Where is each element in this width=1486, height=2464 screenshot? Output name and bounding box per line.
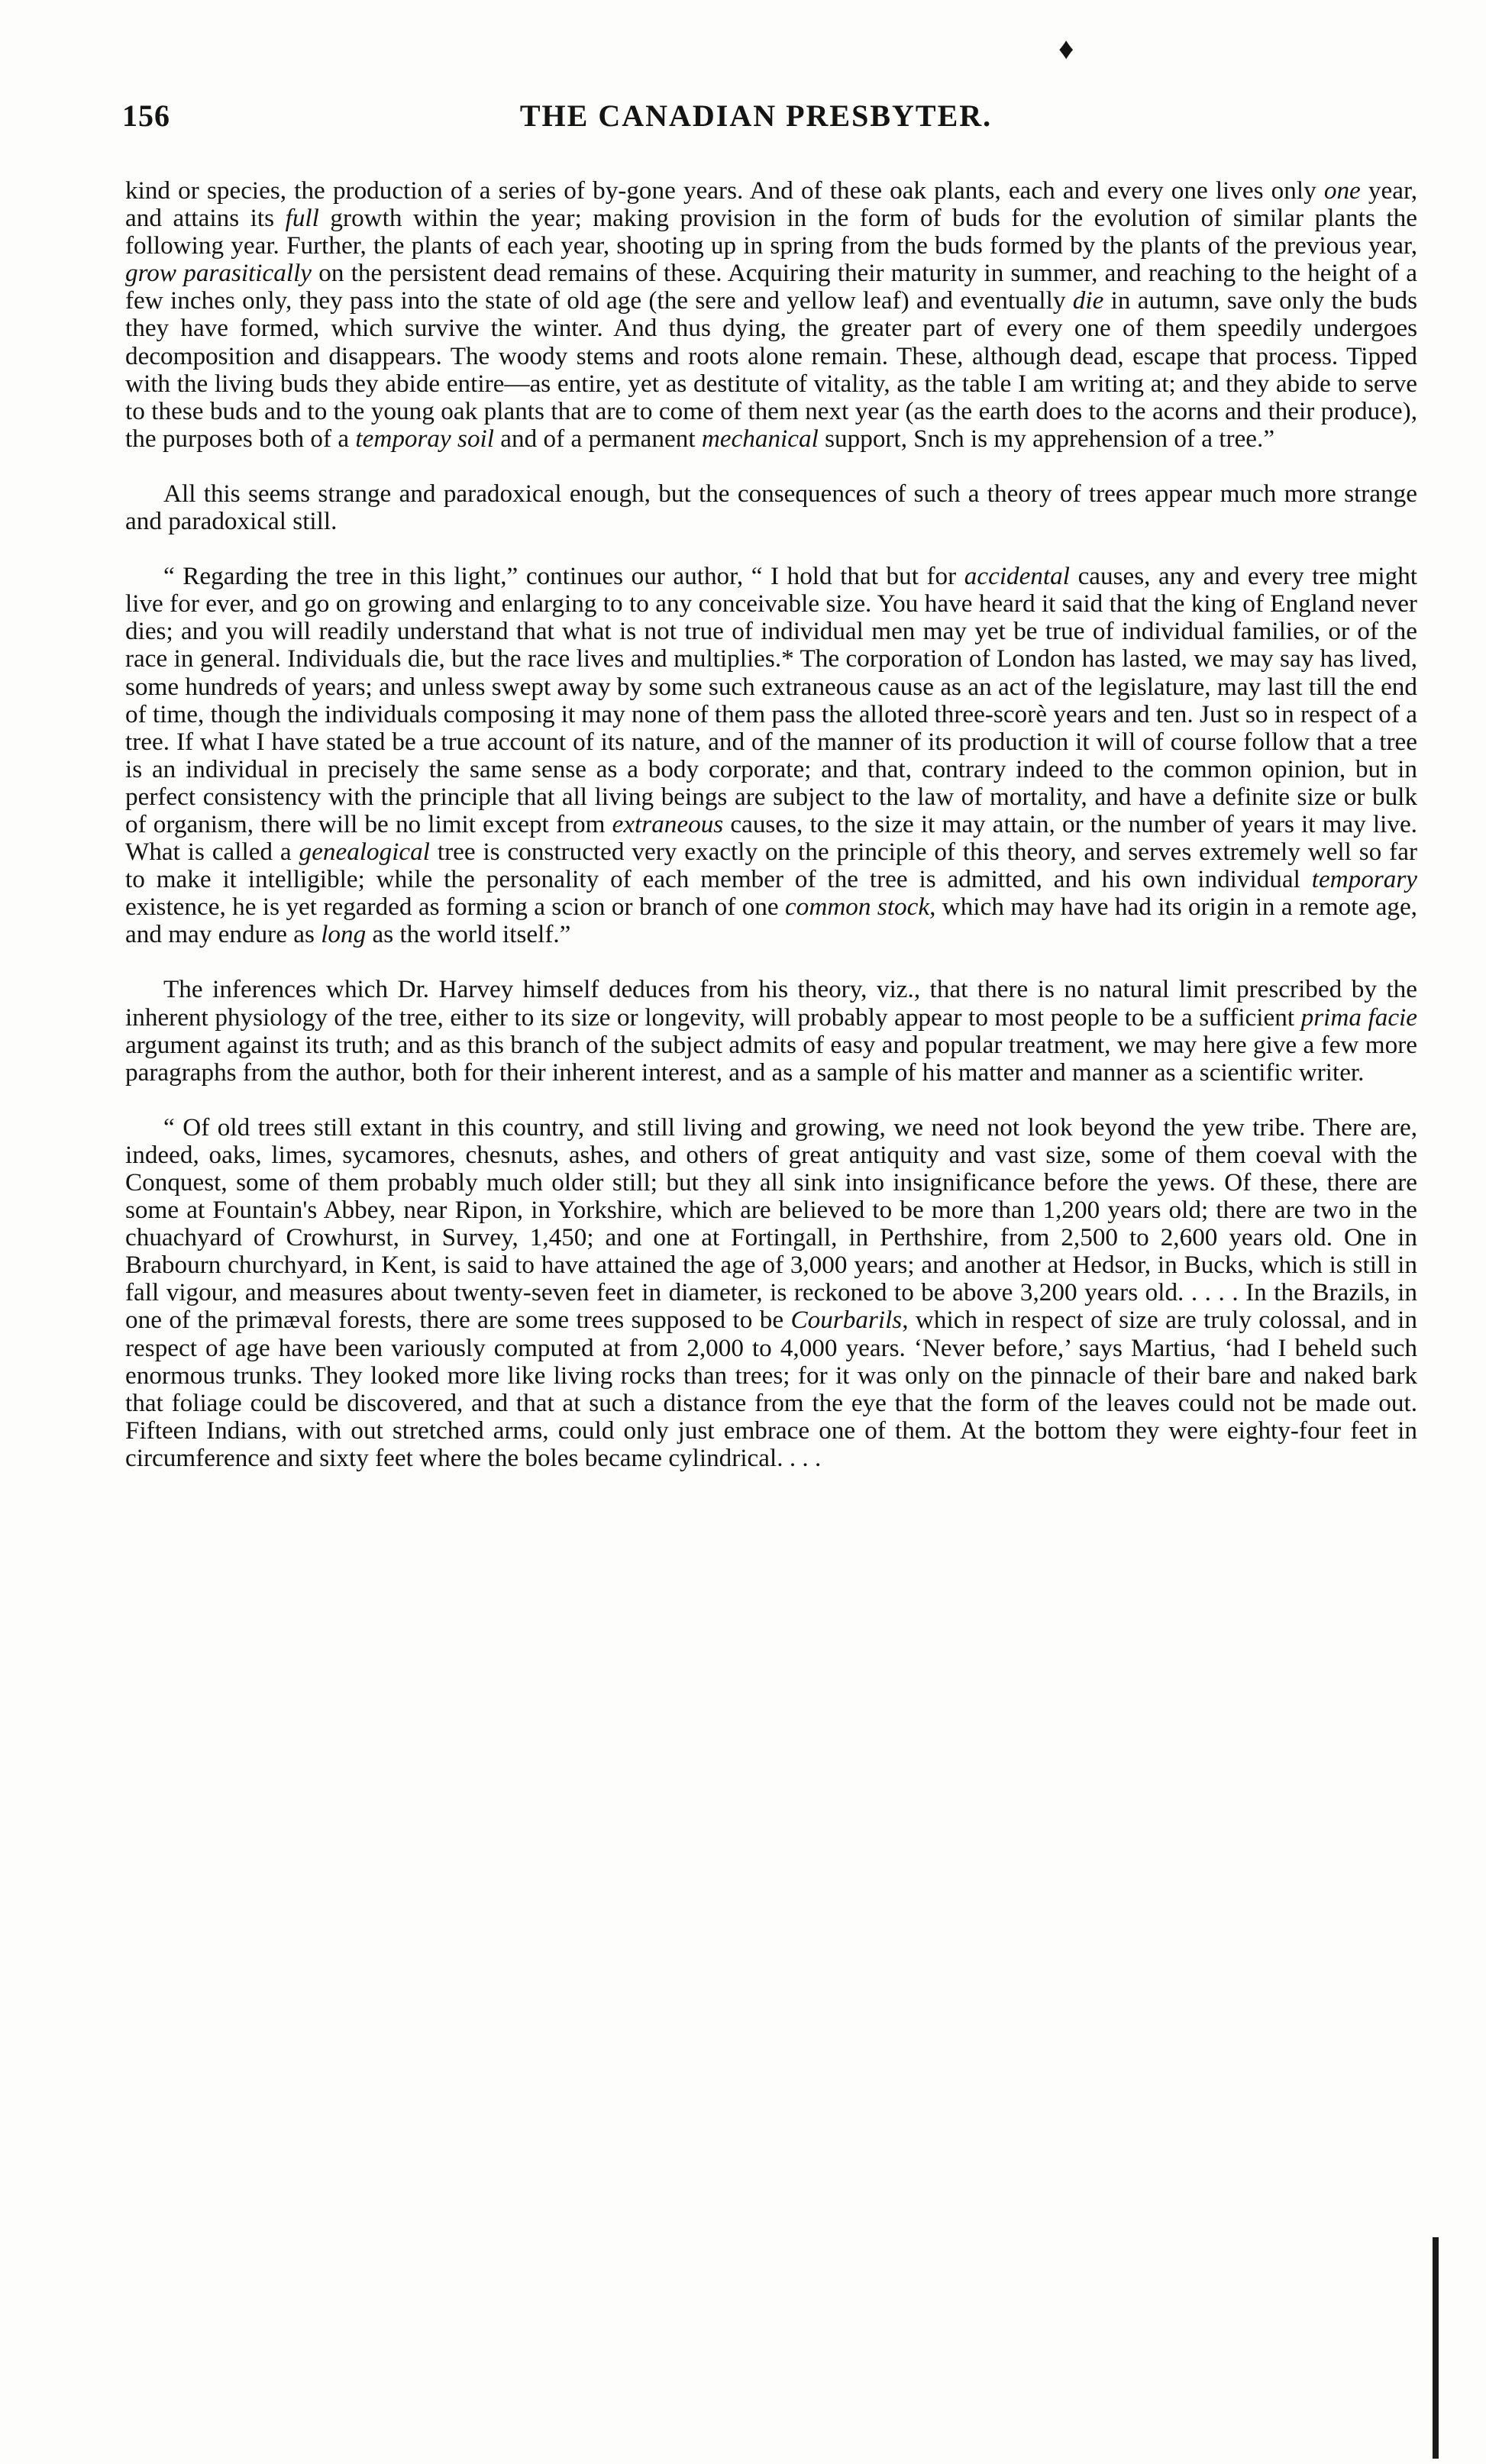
italic-run: long xyxy=(321,920,367,949)
italic-run: full xyxy=(285,204,319,233)
italic-run: temporay soil xyxy=(355,424,494,453)
text-run: as the world itself.” xyxy=(366,920,571,949)
text-run: All this seems strange and paradoxical enough, but the consequences of such a theory of trees appear much more strange and paradoxical still. xyxy=(125,479,1417,536)
top-margin-mark: ♦ xyxy=(1058,31,1074,66)
italic-run: die xyxy=(1072,286,1104,315)
text-run: causes, to the size it may attain, or the number of years it may live. What is called a xyxy=(125,809,1417,867)
italic-run: common stock xyxy=(785,893,930,922)
text-run: growth within the year; making provision in the form of buds for the evolution of similar plants the following year. Further, the plants of each year, shooting up in spring from the buds formed by the plants of the previous year, xyxy=(125,204,1417,260)
paragraph-2 xyxy=(125,480,1417,535)
paragraph-5 xyxy=(125,1114,1417,1472)
text-run: in autumn, save only the buds they have formed, which survive the winter. And thus dying, the greater part of every one of them speedily undergoes decomposition and disappears. The woody stems and roots alone remain. These, although dead, escape that process. Tipped with the living buds they abide entire—as entire, yet as destitute of vitality, as the table I am writing at; and they abide to serve to these buds and to the young oak plants that are to come of them next year (as the earth does to the acorns and their produce), the purposes both of a xyxy=(125,286,1417,453)
text-run: “ Of old trees still extant in this country, and still living and growing, we need not look beyond the yew tribe. There are, indeed, oaks, limes, sycamores, chesnuts, ashes, and others of great antiquity and vast size, some of them coeval with the Conquest, some of them probably much older still; but they all sink into insignificance before the yews. Of these, there are some at Fountain's Abbey, near Ripon, in Yorkshire, which are believed to be more than 1,200 years old; there are two in the chuachyard of Crowhurst, in Survey, 1,450; and one at Fortingall, in Perthshire, from 2,500 to 2,600 years old. One in Brabourn churchyard, in Kent, is said to have attained the age of 3,000 years; and another at Hedsor, in Bucks, which is still in fall vigour, and measures about twenty-seven feet in diameter, is reckoned to be above 3,200 years old. . . . . In the Brazils, in one of the primæval forests, there are some trees supposed to be xyxy=(125,1113,1417,1335)
paragraph-1 xyxy=(125,177,1417,453)
page-edge-shadow xyxy=(1433,2237,1439,2459)
text-run: support, Snch is my apprehension of a tree.” xyxy=(818,424,1275,453)
italic-run: one xyxy=(1323,176,1361,205)
text-run: causes, any and every tree might live for ever, and go on growing and enlarging to to any conceivable size. You have heard it said that the king of England never dies; and you will readily understand that what is not true of individual men may yet be true of individual families, or of the race in general. Individuals die, but the race lives and multiplies.* The corporation of London has lasted, we may say has lived, some hundreds of years; and unless swept away by some such extraneous cause as an act of the legislature, may last till the end of time, though the individuals composing it may none of them pass the alloted three-scorè years and ten. Just so in respect of a tree. If what I have stated be a true account of its nature, and of the manner of its production it will of course follow that a tree is an individual in precisely the same sense as a body corporate; and that, contrary indeed to the common opinion, but in perfect consistency with the principle that all living beings are subject to the law of mortality, and have a definite size or bulk of organism, there will be no limit except from xyxy=(125,562,1418,838)
text-run: existence, he is yet regarded as forming a scion or branch of one xyxy=(125,893,786,922)
italic-run: prima facie xyxy=(1300,1003,1417,1032)
text-run: kind or species, the production of a series of by-gone years. And of these oak plants, each and every one lives only xyxy=(125,176,1324,205)
text-run: year, and attains its xyxy=(125,176,1417,233)
italic-run: mechanical xyxy=(701,424,819,453)
paragraph-4 xyxy=(125,976,1417,1086)
text-run: tree is constructed very exactly on the principle of this theory, and serves extremely well so far to make it intelligible; while the personality of each member of the tree is admitted, and his own individual xyxy=(125,838,1418,894)
text-run: argument against its truth; and as this branch of the subject admits of easy and popular treatment, we may here give a few more paragraphs from the author, both for their inherent interest, and as a sample of his matter and manner as a scientific writer. xyxy=(125,1030,1417,1087)
text-run: , which may have had its origin in a remote age, and may endure as xyxy=(125,893,1417,949)
italic-run: temporary xyxy=(1311,865,1417,894)
italic-run: Courbarils xyxy=(790,1306,903,1335)
page-header xyxy=(122,98,1390,144)
italic-run: extraneous xyxy=(612,809,724,838)
running-head: THE CANADIAN PRESBYTER. xyxy=(519,98,993,133)
paragraph-3 xyxy=(125,563,1417,948)
text-run: on the persistent dead remains of these. Acquiring their maturity in summer, and reaching to the height of a few inches only, they pass into the state of old age (the sere and yellow leaf) and eventually xyxy=(125,259,1417,315)
text-run: “ Regarding the tree in this light,” continues our author, “ I hold that but for xyxy=(163,562,964,591)
article-body xyxy=(125,177,1417,1500)
italic-run: accidental xyxy=(964,562,1070,591)
text-run: , which in respect of size are truly colossal, and in respect of age have been variously computed at from 2,000 to 4,000 years. ‘Never before,’ says Martius, ‘had I beheld such enormous trunks. They looked more like living rocks than trees; for it was only on the pinnacle of their bare and naked bark that foliage could be discovered, and that at such a distance from the eye that the form of the leaves could not be made out. Fifteen Indians, with out stretched arms, could only just embrace one of them. At the bottom they were eighty-four feet in circumference and sixty feet where the boles became cylindrical. . . . xyxy=(125,1306,1418,1472)
italic-run: genealogical xyxy=(299,838,430,867)
text-run: and of a permanent xyxy=(494,424,702,453)
text-run: The inferences which Dr. Harvey himself deduces from his theory, viz., that there is no natural limit prescribed by the inherent physiology of the tree, either to its size or longevity, will probably appear to most people to be a sufficient xyxy=(125,975,1417,1032)
page-number: 156 xyxy=(122,98,170,133)
italic-run: grow parasitically xyxy=(125,259,312,288)
